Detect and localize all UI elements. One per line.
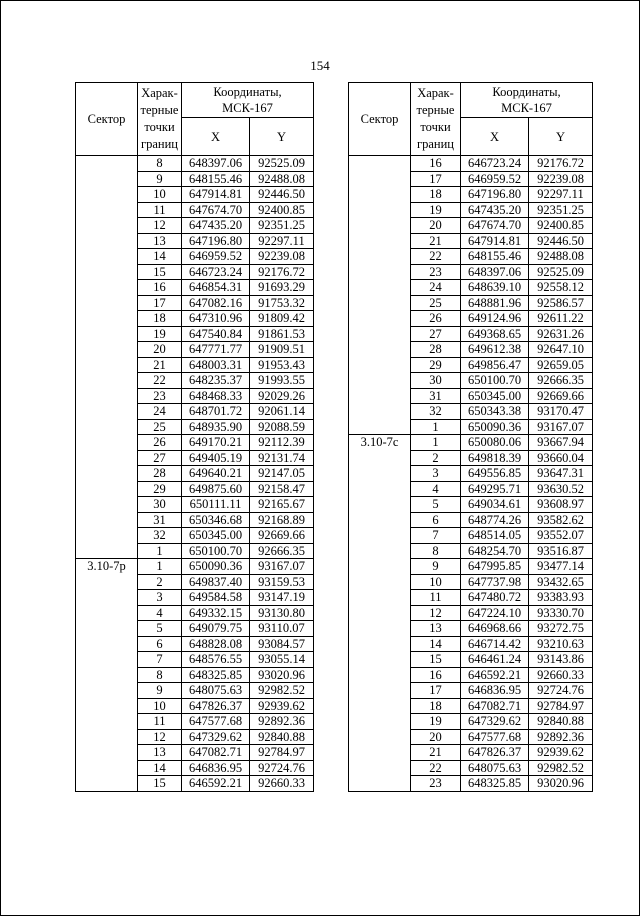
coord-x: 647577.68: [461, 729, 529, 745]
coord-x: 648935.90: [182, 419, 250, 435]
point-number: 19: [411, 202, 461, 218]
point-number: 10: [138, 698, 182, 714]
coord-y: 92147.05: [250, 466, 314, 482]
coord-x: 649368.65: [461, 326, 529, 342]
point-number: 24: [411, 280, 461, 296]
point-number: 23: [411, 776, 461, 792]
coord-y: 92488.08: [529, 249, 593, 265]
coord-x: 646959.52: [182, 249, 250, 265]
coord-x: 647082.71: [182, 745, 250, 761]
coord-x: 650345.00: [182, 528, 250, 544]
coord-y: 93432.65: [529, 574, 593, 590]
coord-y: 92611.22: [529, 311, 593, 327]
coord-x: 648075.63: [182, 683, 250, 699]
coord-x: 647329.62: [182, 729, 250, 745]
point-number: 20: [411, 729, 461, 745]
point-number: 1: [411, 435, 461, 451]
coord-y: 92176.72: [529, 156, 593, 172]
point-number: 5: [411, 497, 461, 513]
point-number: 31: [411, 388, 461, 404]
coord-y: 93582.62: [529, 512, 593, 528]
coord-y: 92784.97: [250, 745, 314, 761]
coord-y: 93660.04: [529, 450, 593, 466]
coord-x: 650090.36: [182, 559, 250, 575]
coord-y: 92840.88: [250, 729, 314, 745]
coord-y: 92351.25: [529, 202, 593, 218]
coord-y: 93055.14: [250, 652, 314, 668]
coord-y: 92239.08: [529, 171, 593, 187]
coordinates-table-right: [348, 82, 593, 792]
coord-y: 92666.35: [529, 373, 593, 389]
header-coordinates: [182, 83, 314, 118]
coord-x: 648397.06: [461, 264, 529, 280]
coord-y: 92400.85: [529, 218, 593, 234]
point-number: 22: [411, 249, 461, 265]
coord-x: 646592.21: [461, 667, 529, 683]
coord-x: 649079.75: [182, 621, 250, 637]
coord-y: 91993.55: [250, 373, 314, 389]
coord-y: 92660.33: [529, 667, 593, 683]
coord-y: 92660.33: [250, 776, 314, 792]
point-number: 13: [138, 745, 182, 761]
coord-y: 93667.94: [529, 435, 593, 451]
point-number: 1: [411, 419, 461, 435]
coord-x: 647914.81: [461, 233, 529, 249]
coord-y: 92982.52: [529, 760, 593, 776]
coord-y: 92165.67: [250, 497, 314, 513]
point-number: 22: [138, 373, 182, 389]
coord-y: 93167.07: [529, 419, 593, 435]
coord-y: 92029.26: [250, 388, 314, 404]
point-number: 27: [411, 326, 461, 342]
coord-y: 92647.10: [529, 342, 593, 358]
coord-x: 647329.62: [461, 714, 529, 730]
point-number: 15: [411, 652, 461, 668]
point-number: 30: [411, 373, 461, 389]
coordinates-table-left: [75, 82, 314, 792]
coord-y: 93630.52: [529, 481, 593, 497]
coord-x: 648325.85: [461, 776, 529, 792]
point-number: 8: [411, 543, 461, 559]
coord-y: 92525.09: [529, 264, 593, 280]
coord-x: 648701.72: [182, 404, 250, 420]
sector-cell: [349, 156, 411, 435]
coord-x: 647577.68: [182, 714, 250, 730]
coord-y: 92176.72: [250, 264, 314, 280]
point-number: 25: [411, 295, 461, 311]
point-number: 20: [411, 218, 461, 234]
coord-y: 92239.08: [250, 249, 314, 265]
point-number: 29: [411, 357, 461, 373]
coord-y: 92982.52: [250, 683, 314, 699]
coord-y: 92131.74: [250, 450, 314, 466]
coord-x: 649818.39: [461, 450, 529, 466]
coord-x: 646836.95: [461, 683, 529, 699]
coord-x: 646968.66: [461, 621, 529, 637]
coord-y: 92892.36: [529, 729, 593, 745]
coord-y: 92158.47: [250, 481, 314, 497]
header-boundary-points-line: границ: [141, 137, 178, 151]
coord-y: 92168.89: [250, 512, 314, 528]
table-row: [76, 156, 314, 172]
coord-y: 92297.11: [250, 233, 314, 249]
coord-y: 92446.50: [250, 187, 314, 203]
coord-x: 648514.05: [461, 528, 529, 544]
point-number: 14: [411, 636, 461, 652]
point-number: 30: [138, 497, 182, 513]
coord-x: 647435.20: [182, 218, 250, 234]
coord-x: 649332.15: [182, 605, 250, 621]
coord-x: 647196.80: [182, 233, 250, 249]
coord-x: 649837.40: [182, 574, 250, 590]
coord-x: 646836.95: [182, 760, 250, 776]
point-number: 15: [138, 776, 182, 792]
point-number: 10: [411, 574, 461, 590]
coord-y: 93383.93: [529, 590, 593, 606]
coord-y: 92586.57: [529, 295, 593, 311]
coord-x: 648003.31: [182, 357, 250, 373]
table-row: [349, 435, 593, 451]
point-number: 6: [411, 512, 461, 528]
coord-x: 649556.85: [461, 466, 529, 482]
coord-y: 92400.85: [250, 202, 314, 218]
coord-x: 648576.55: [182, 652, 250, 668]
point-number: 16: [411, 667, 461, 683]
coord-x: 650345.00: [461, 388, 529, 404]
point-number: 9: [411, 559, 461, 575]
point-number: 23: [411, 264, 461, 280]
coord-y: 91861.53: [250, 326, 314, 342]
point-number: 32: [411, 404, 461, 420]
point-number: 17: [411, 683, 461, 699]
coord-x: 650080.06: [461, 435, 529, 451]
point-number: 9: [138, 683, 182, 699]
header-boundary-points-line: терные: [140, 103, 179, 117]
coord-x: 648774.26: [461, 512, 529, 528]
coord-y: 92666.35: [250, 543, 314, 559]
page-number: 154: [310, 58, 330, 73]
point-number: 4: [411, 481, 461, 497]
coord-y: 92112.39: [250, 435, 314, 451]
point-number: 27: [138, 450, 182, 466]
point-number: 21: [411, 745, 461, 761]
coord-y: 91753.32: [250, 295, 314, 311]
point-number: 7: [411, 528, 461, 544]
point-number: 18: [411, 698, 461, 714]
coord-y: 92297.11: [529, 187, 593, 203]
coord-x: 646461.24: [461, 652, 529, 668]
point-number: 29: [138, 481, 182, 497]
sector-cell: [76, 156, 138, 559]
point-number: 7: [138, 652, 182, 668]
point-number: 16: [138, 280, 182, 296]
coord-x: 648155.46: [182, 171, 250, 187]
coord-x: 647082.71: [461, 698, 529, 714]
coord-x: 650100.70: [461, 373, 529, 389]
coord-y: 93647.31: [529, 466, 593, 482]
point-number: 8: [138, 667, 182, 683]
point-number: 28: [138, 466, 182, 482]
coord-x: 649612.38: [461, 342, 529, 358]
point-number: 12: [138, 729, 182, 745]
coord-y: 93167.07: [250, 559, 314, 575]
point-number: 5: [138, 621, 182, 637]
coord-x: 649405.19: [182, 450, 250, 466]
coord-y: 92446.50: [529, 233, 593, 249]
coord-x: 650111.11: [182, 497, 250, 513]
coord-y: 92784.97: [529, 698, 593, 714]
coord-x: 649170.21: [182, 435, 250, 451]
point-number: 2: [138, 574, 182, 590]
point-number: 10: [138, 187, 182, 203]
coord-x: 647196.80: [461, 187, 529, 203]
coord-x: 647914.81: [182, 187, 250, 203]
coord-x: 646723.24: [461, 156, 529, 172]
coord-y: 91693.29: [250, 280, 314, 296]
coord-x: 647674.70: [182, 202, 250, 218]
coord-x: 650090.36: [461, 419, 529, 435]
coord-x: 649640.21: [182, 466, 250, 482]
header-boundary-points: [411, 83, 461, 156]
point-number: 3: [411, 466, 461, 482]
coord-y: 92631.26: [529, 326, 593, 342]
point-number: 17: [138, 295, 182, 311]
coord-x: 646592.21: [182, 776, 250, 792]
coord-x: 648075.63: [461, 760, 529, 776]
coord-x: 648155.46: [461, 249, 529, 265]
coord-x: 646723.24: [182, 264, 250, 280]
coord-y: 92939.62: [250, 698, 314, 714]
point-number: 1: [138, 543, 182, 559]
point-number: 26: [411, 311, 461, 327]
coord-x: 647737.98: [461, 574, 529, 590]
coord-x: 646854.31: [182, 280, 250, 296]
point-number: 9: [138, 171, 182, 187]
coord-x: 648235.37: [182, 373, 250, 389]
coord-x: 649875.60: [182, 481, 250, 497]
header-coordinates-line: Координаты,: [213, 85, 282, 99]
point-number: 11: [138, 714, 182, 730]
coord-x: 650346.68: [182, 512, 250, 528]
header-boundary-points: [138, 83, 182, 156]
point-number: 1: [138, 559, 182, 575]
coord-y: 93110.07: [250, 621, 314, 637]
coord-x: 647540.84: [182, 326, 250, 342]
point-number: 12: [411, 605, 461, 621]
coord-y: 93170.47: [529, 404, 593, 420]
point-number: 31: [138, 512, 182, 528]
coord-x: 647480.72: [461, 590, 529, 606]
point-number: 21: [411, 233, 461, 249]
coord-x: 647224.10: [461, 605, 529, 621]
header-boundary-points-line: точки: [420, 120, 451, 134]
coord-x: 647826.37: [461, 745, 529, 761]
point-number: 12: [138, 218, 182, 234]
coord-y: 93516.87: [529, 543, 593, 559]
coord-y: 92351.25: [250, 218, 314, 234]
coord-y: 93147.19: [250, 590, 314, 606]
point-number: 16: [411, 156, 461, 172]
coord-y: 92669.66: [250, 528, 314, 544]
point-number: 25: [138, 419, 182, 435]
coord-x: 648639.10: [461, 280, 529, 296]
point-number: 11: [411, 590, 461, 606]
coord-y: 92488.08: [250, 171, 314, 187]
coord-y: 91809.42: [250, 311, 314, 327]
point-number: 18: [411, 187, 461, 203]
point-number: 19: [138, 326, 182, 342]
coord-y: 92724.76: [250, 760, 314, 776]
coord-x: 649856.47: [461, 357, 529, 373]
coord-y: 92840.88: [529, 714, 593, 730]
header-boundary-points-line: Харак-: [417, 86, 454, 100]
coord-y: 93210.63: [529, 636, 593, 652]
point-number: 28: [411, 342, 461, 358]
coord-y: 93608.97: [529, 497, 593, 513]
coord-x: 647995.85: [461, 559, 529, 575]
table-row: [349, 156, 593, 172]
coord-x: 649295.71: [461, 481, 529, 497]
sector-cell: 3.10-7с: [349, 435, 411, 792]
point-number: 23: [138, 388, 182, 404]
coord-x: 649034.61: [461, 497, 529, 513]
point-number: 26: [138, 435, 182, 451]
point-number: 20: [138, 342, 182, 358]
point-number: 11: [138, 202, 182, 218]
point-number: 22: [411, 760, 461, 776]
header-x: X: [461, 118, 529, 156]
header-boundary-points-line: границ: [417, 137, 454, 151]
coord-y: 93159.53: [250, 574, 314, 590]
point-number: 32: [138, 528, 182, 544]
coord-x: 649584.58: [182, 590, 250, 606]
header-x: X: [182, 118, 250, 156]
point-number: 13: [138, 233, 182, 249]
coord-x: 647771.77: [182, 342, 250, 358]
coord-x: 647082.16: [182, 295, 250, 311]
coord-y: 93130.80: [250, 605, 314, 621]
coord-y: 93330.70: [529, 605, 593, 621]
coord-y: 92724.76: [529, 683, 593, 699]
coord-x: 648254.70: [461, 543, 529, 559]
coord-y: 92061.14: [250, 404, 314, 420]
coord-x: 649124.96: [461, 311, 529, 327]
header-sector: Сектор: [76, 83, 138, 156]
coord-x: 647435.20: [461, 202, 529, 218]
point-number: 18: [138, 311, 182, 327]
header-coordinates-line: МСК-167: [501, 101, 552, 115]
point-number: 4: [138, 605, 182, 621]
sector-cell: 3.10-7р: [76, 559, 138, 792]
coord-x: 647826.37: [182, 698, 250, 714]
point-number: 15: [138, 264, 182, 280]
header-coordinates: [461, 83, 593, 118]
coord-y: 92892.36: [250, 714, 314, 730]
coord-y: 92939.62: [529, 745, 593, 761]
coord-y: 92669.66: [529, 388, 593, 404]
coord-x: 650100.70: [182, 543, 250, 559]
coord-x: 648468.33: [182, 388, 250, 404]
coord-y: 92659.05: [529, 357, 593, 373]
header-boundary-points-line: точки: [144, 120, 175, 134]
header-sector: Сектор: [349, 83, 411, 156]
point-number: 14: [138, 760, 182, 776]
coord-x: 648397.06: [182, 156, 250, 172]
coord-y: 93084.57: [250, 636, 314, 652]
coord-y: 93272.75: [529, 621, 593, 637]
coord-x: 647674.70: [461, 218, 529, 234]
coord-y: 93552.07: [529, 528, 593, 544]
coord-x: 646714.42: [461, 636, 529, 652]
coord-y: 92525.09: [250, 156, 314, 172]
point-number: 13: [411, 621, 461, 637]
coord-y: 93477.14: [529, 559, 593, 575]
header-boundary-points-line: терные: [416, 103, 455, 117]
point-number: 2: [411, 450, 461, 466]
coord-x: 646959.52: [461, 171, 529, 187]
coord-x: 648828.08: [182, 636, 250, 652]
coord-x: 648881.96: [461, 295, 529, 311]
coord-y: 92558.12: [529, 280, 593, 296]
header-y: Y: [529, 118, 593, 156]
coord-y: 91953.43: [250, 357, 314, 373]
coord-y: 93020.96: [529, 776, 593, 792]
table-row: [76, 559, 314, 575]
point-number: 17: [411, 171, 461, 187]
point-number: 8: [138, 156, 182, 172]
coord-y: 93143.86: [529, 652, 593, 668]
coord-y: 93020.96: [250, 667, 314, 683]
header-boundary-points-line: Харак-: [141, 86, 178, 100]
coord-x: 647310.96: [182, 311, 250, 327]
point-number: 19: [411, 714, 461, 730]
point-number: 21: [138, 357, 182, 373]
point-number: 24: [138, 404, 182, 420]
coord-y: 91909.51: [250, 342, 314, 358]
coord-y: 92088.59: [250, 419, 314, 435]
header-coordinates-line: Координаты,: [492, 85, 561, 99]
point-number: 3: [138, 590, 182, 606]
header-coordinates-line: МСК-167: [222, 101, 273, 115]
point-number: 14: [138, 249, 182, 265]
coord-x: 650343.38: [461, 404, 529, 420]
coord-x: 648325.85: [182, 667, 250, 683]
point-number: 6: [138, 636, 182, 652]
header-y: Y: [250, 118, 314, 156]
